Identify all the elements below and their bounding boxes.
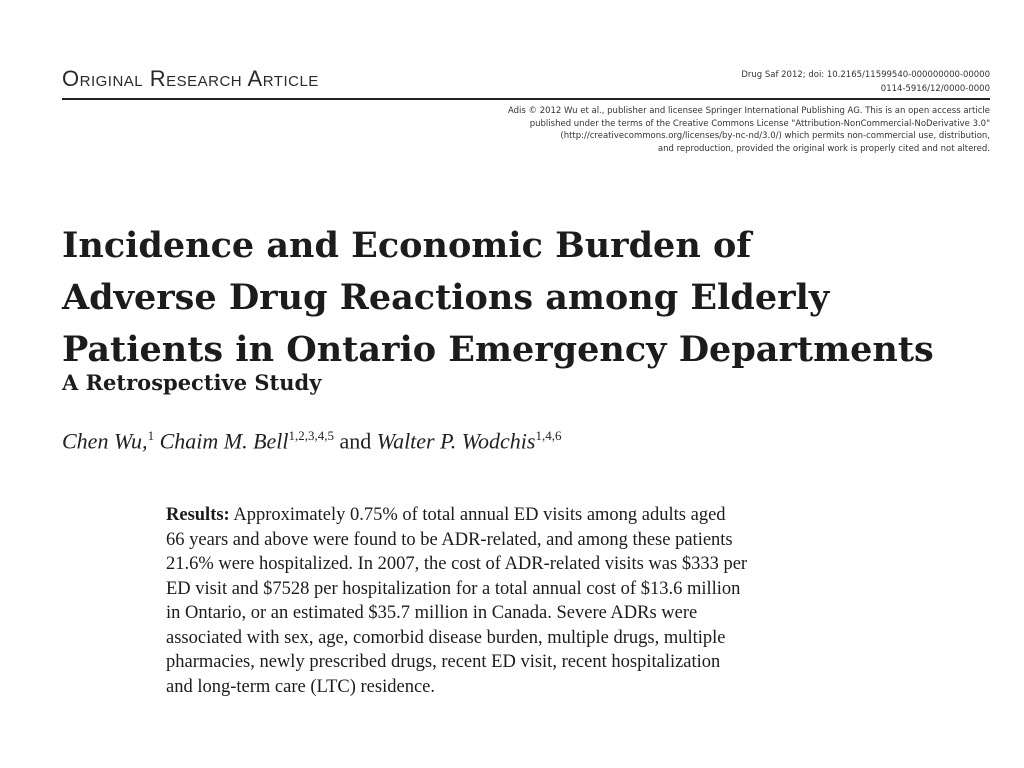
author-name: Chaim M. Bell <box>159 428 289 454</box>
author-name: Walter P. Wodchis <box>376 428 536 454</box>
license-notice <box>390 105 990 155</box>
author-name: Chen Wu, <box>62 428 148 454</box>
abstract-line: associated with sex, age, comorbid disease burden, multiple drugs, multiple <box>166 627 726 648</box>
author-affiliation: 1,2,3,4,5 <box>288 428 334 443</box>
citation-doi: Drug Saf 2012; doi: 10.2165/11599540-000000000-00000 <box>741 70 990 80</box>
article-type-label: Original Research Article <box>62 66 319 91</box>
author-affiliation: 1,4,6 <box>535 428 562 443</box>
abstract-results <box>166 503 838 699</box>
abstract-line: and long-term care (LTC) residence. <box>166 676 435 697</box>
article-subtitle: A Retrospective Study <box>62 370 322 395</box>
license-line: Adis © 2012 Wu et al., publisher and licensee Springer International Publishing AG. This is an open access article <box>507 106 990 116</box>
author-conjunction: and <box>339 428 372 454</box>
abstract-line: 21.6% were hospitalized. In 2007, the cost of ADR-related visits was $333 per <box>166 554 748 574</box>
abstract-line: 66 years and above were found to be ADR-related, and among these patients <box>166 529 733 550</box>
results-label: Results: <box>166 505 230 525</box>
abstract-line: pharmacies, newly prescribed drugs, recent ED visit, recent hospitalization <box>166 652 721 672</box>
title-line: Incidence and Economic Burden of <box>62 225 752 266</box>
abstract-line: in Ontario, or an estimated $35.7 million in Canada. Severe ADRs were <box>166 603 698 623</box>
license-line: and reproduction, provided the original work is properly cited and not altered. <box>657 143 990 154</box>
abstract-line: Approximately 0.75% of total annual ED visits among adults aged <box>229 505 726 525</box>
citation-issn: 0114-5916/12/0000-0000 <box>880 84 990 94</box>
license-line: published under the terms of the Creative Commons License "Attribution-NonCommercial-NoDerivative 3.0" <box>529 118 990 129</box>
license-line: (http://creativecommons.org/licenses/by-nc-nd/3.0/) which permits non-commercial use, distribution, <box>560 131 990 141</box>
abstract-line: ED visit and $7528 per hospitalization for a total annual cost of $13.6 million <box>166 578 741 599</box>
title-line: Adverse Drug Reactions among Elderly <box>62 277 830 318</box>
title-line: Patients in Ontario Emergency Departments <box>62 329 934 370</box>
author-list <box>62 428 561 454</box>
citation-block <box>570 68 990 96</box>
author-affiliation: 1 <box>147 428 155 443</box>
header-divider <box>62 98 990 100</box>
article-title <box>62 220 1012 376</box>
